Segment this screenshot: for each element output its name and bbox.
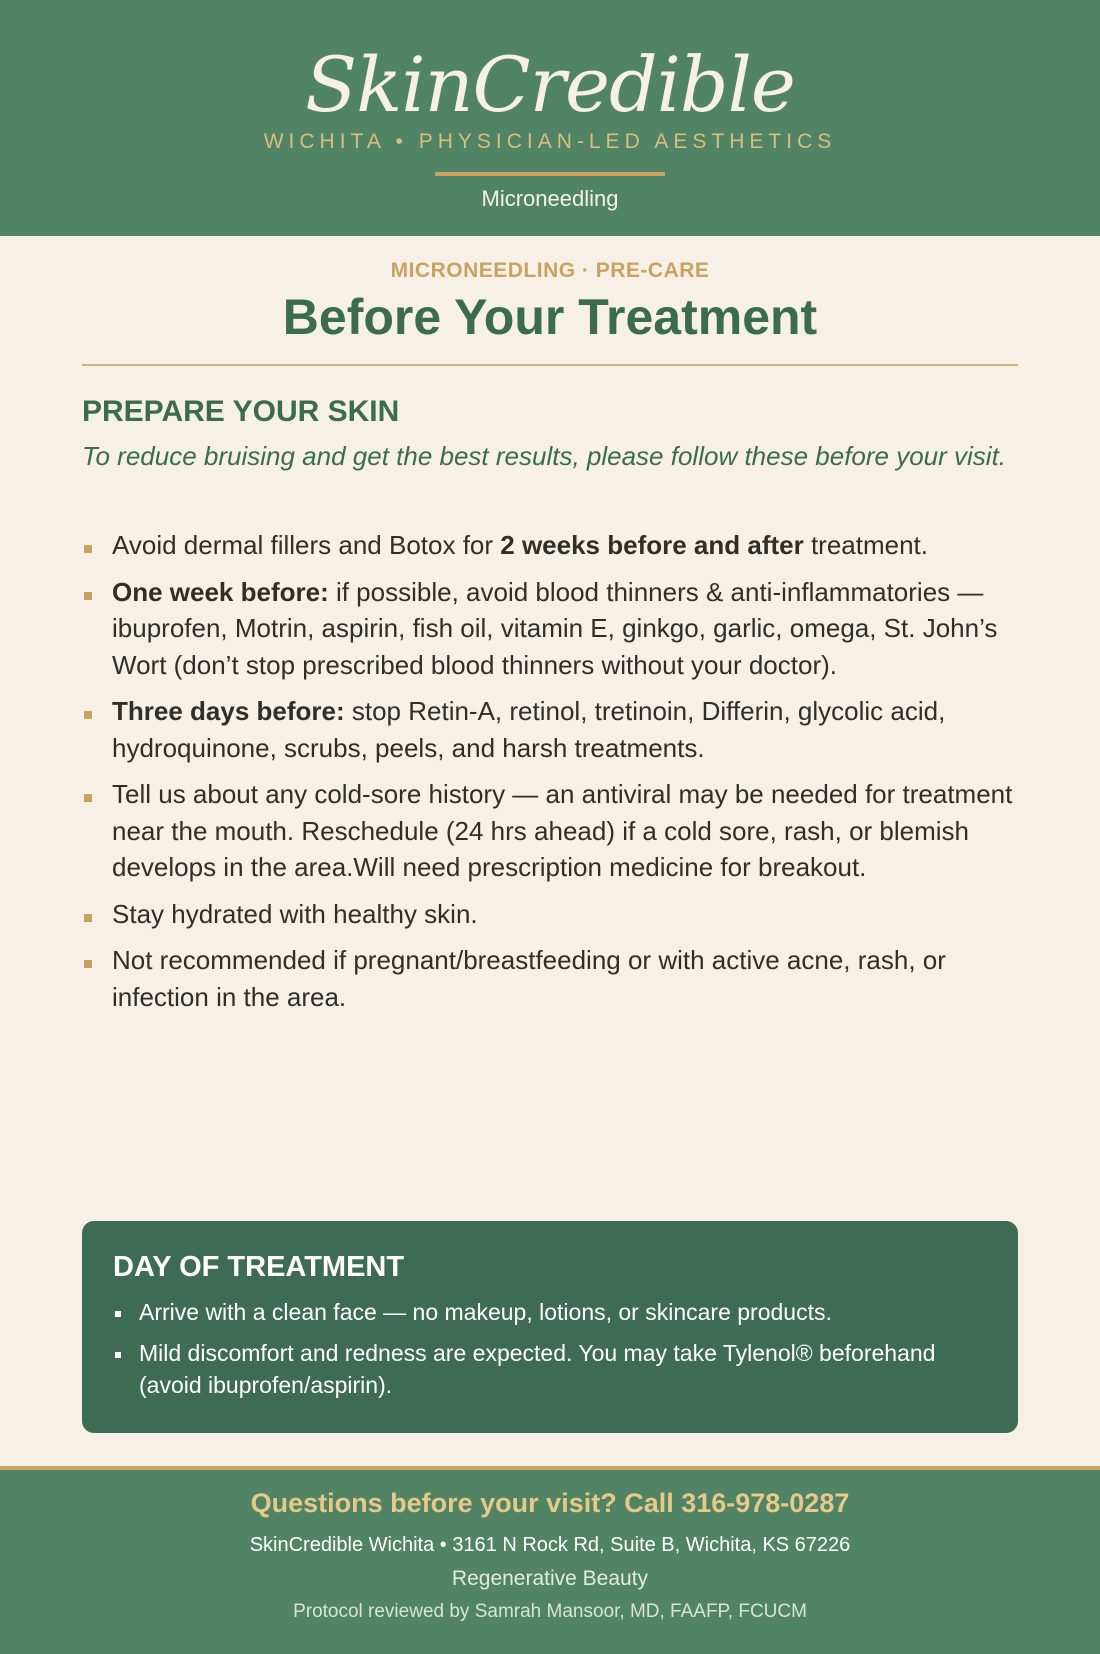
header-banner: [0, 0, 1100, 236]
footer-address: SkinCredible Wichita • 3161 N Rock Rd, Suite B, Wichita, KS 67226: [249, 1534, 851, 1556]
prepare-list: [82, 527, 1022, 1025]
brand-tagline: WICHITA • PHYSICIAN-LED AESTHETICS: [263, 130, 837, 153]
footer-review-note: Protocol reviewed by Samrah Mansoor, MD, FAAFP, FCUCM: [293, 1601, 807, 1622]
header-divider: [435, 172, 665, 176]
footer: [0, 1466, 1100, 1654]
day-of-heading: DAY OF TREATMENT: [113, 1251, 405, 1283]
footer-tagline: Regenerative Beauty: [451, 1567, 649, 1590]
page-eyebrow: MICRONEEDLING · PRE-CARE: [390, 259, 710, 282]
footer-call-to-action: Questions before your visit? Call 316-978-0287: [250, 1488, 850, 1518]
list-item: Tell us about any cold-sore history — an antiviral may be needed for treatment near the mouth. Reschedule (24 hrs ahead) if a cold sore, rash, or blemish develops in the area.Will need prescription medicine for breakout.: [82, 776, 1022, 886]
page-title: Before Your Treatment: [282, 289, 818, 345]
brand-logo: SkinCredible: [305, 40, 795, 129]
list-item: Arrive with a clean face — no makeup, lotions, or skincare products.: [113, 1296, 993, 1328]
list-item: Stay hydrated with healthy skin.: [82, 896, 1022, 933]
day-of-list: [113, 1296, 993, 1410]
prepare-heading: PREPARE YOUR SKIN: [82, 395, 400, 428]
title-divider: [82, 364, 1018, 366]
list-item: Mild discomfort and redness are expected. You may take Tylenol® beforehand (avoid ibuprofen/aspirin).: [113, 1337, 993, 1401]
list-item: Avoid dermal fillers and Botox for 2 weeks before and after treatment.: [82, 527, 1022, 564]
list-item: One week before: if possible, avoid blood thinners & anti-inflammatories — ibuprofen, Motrin, aspirin, fish oil, vitamin E, ginkgo, garlic, omega, St. John’s Wort (don’t stop prescribed blood thinners without your doctor).: [82, 574, 1022, 684]
service-name: Microneedling: [481, 186, 619, 211]
list-item: Not recommended if pregnant/breastfeeding or with active acne, rash, or infection in the area.: [82, 942, 1022, 1015]
list-item: Three days before: stop Retin-A, retinol, tretinoin, Differin, glycolic acid, hydroquinone, scrubs, peels, and harsh treatments.: [82, 693, 1022, 766]
prepare-intro: To reduce bruising and get the best results, please follow these before your visit.: [82, 441, 1007, 471]
day-of-treatment-box: [82, 1221, 1018, 1433]
